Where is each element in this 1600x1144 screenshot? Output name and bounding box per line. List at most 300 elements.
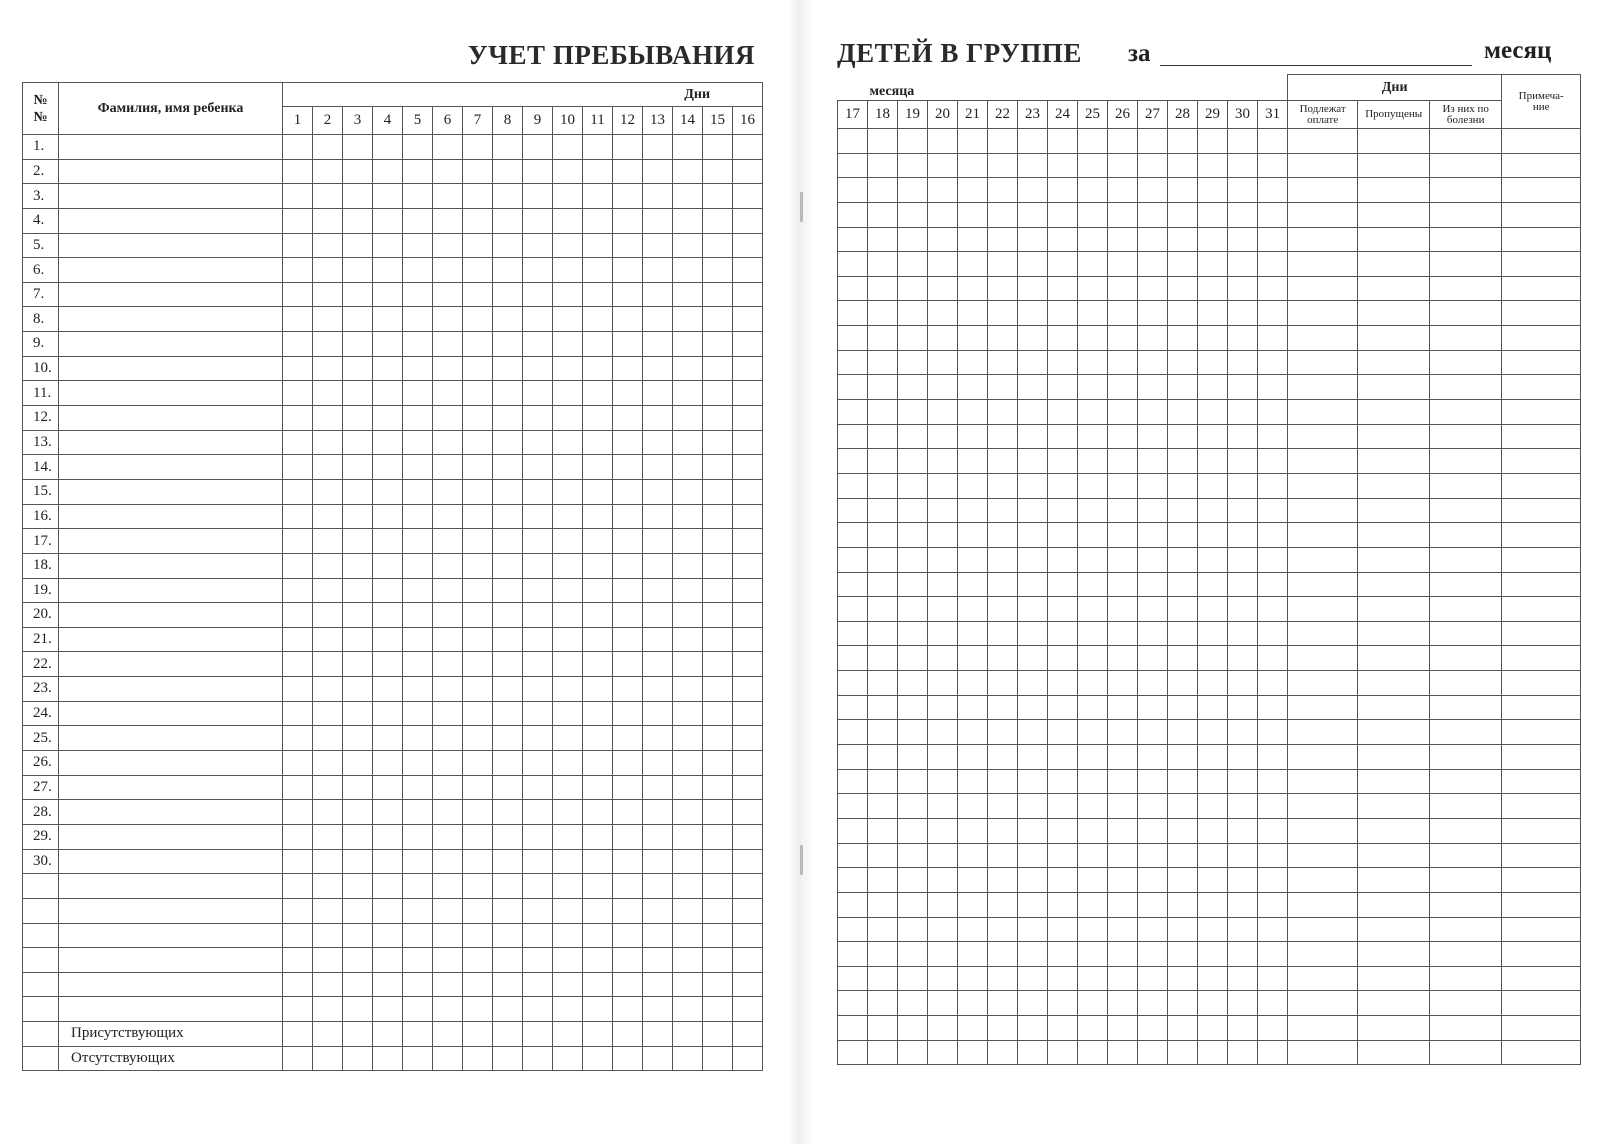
attendance-cell[interactable] <box>1138 547 1168 572</box>
attendance-cell[interactable] <box>613 948 643 973</box>
child-name-cell[interactable] <box>59 972 283 997</box>
attendance-cell[interactable] <box>958 326 988 351</box>
sick-cell[interactable] <box>1430 252 1502 277</box>
attendance-cell[interactable] <box>1078 547 1108 572</box>
attendance-cell[interactable] <box>1018 547 1048 572</box>
sick-cell[interactable] <box>1430 794 1502 819</box>
attendance-cell[interactable] <box>928 646 958 671</box>
attendance-cell[interactable] <box>868 572 898 597</box>
attendance-cell[interactable] <box>928 671 958 696</box>
attendance-cell[interactable] <box>928 252 958 277</box>
attendance-cell[interactable] <box>643 800 673 825</box>
attendance-cell[interactable] <box>583 504 613 529</box>
attendance-cell[interactable] <box>553 208 583 233</box>
attendance-cell[interactable] <box>1138 326 1168 351</box>
summary-cell[interactable] <box>643 1022 673 1047</box>
summary-cell[interactable] <box>673 1022 703 1047</box>
attendance-cell[interactable] <box>643 307 673 332</box>
attendance-cell[interactable] <box>493 775 523 800</box>
child-name-cell[interactable] <box>59 800 283 825</box>
attendance-cell[interactable] <box>433 972 463 997</box>
attendance-cell[interactable] <box>463 332 493 357</box>
attendance-cell[interactable] <box>838 424 868 449</box>
attendance-cell[interactable] <box>1108 153 1138 178</box>
attendance-cell[interactable] <box>553 356 583 381</box>
attendance-cell[interactable] <box>733 504 763 529</box>
attendance-cell[interactable] <box>1168 942 1198 967</box>
attendance-cell[interactable] <box>433 406 463 431</box>
sick-cell[interactable] <box>1430 498 1502 523</box>
attendance-cell[interactable] <box>733 381 763 406</box>
attendance-cell[interactable] <box>988 227 1018 252</box>
attendance-cell[interactable] <box>733 258 763 283</box>
attendance-cell[interactable] <box>838 178 868 203</box>
attendance-cell[interactable] <box>868 892 898 917</box>
sick-cell[interactable] <box>1430 178 1502 203</box>
attendance-cell[interactable] <box>703 135 733 160</box>
attendance-cell[interactable] <box>523 578 553 603</box>
child-name-cell[interactable] <box>59 258 283 283</box>
attendance-cell[interactable] <box>673 578 703 603</box>
child-name-cell[interactable] <box>59 356 283 381</box>
note-cell[interactable] <box>1502 202 1581 227</box>
attendance-cell[interactable] <box>733 775 763 800</box>
note-cell[interactable] <box>1502 227 1581 252</box>
attendance-cell[interactable] <box>928 547 958 572</box>
attendance-cell[interactable] <box>1078 843 1108 868</box>
note-cell[interactable] <box>1502 153 1581 178</box>
sick-cell[interactable] <box>1430 671 1502 696</box>
attendance-cell[interactable] <box>673 553 703 578</box>
attendance-cell[interactable] <box>838 227 868 252</box>
attendance-cell[interactable] <box>1138 498 1168 523</box>
attendance-cell[interactable] <box>1258 523 1288 548</box>
attendance-cell[interactable] <box>673 258 703 283</box>
attendance-cell[interactable] <box>343 948 373 973</box>
attendance-cell[interactable] <box>343 726 373 751</box>
attendance-cell[interactable] <box>613 972 643 997</box>
attendance-cell[interactable] <box>343 578 373 603</box>
missed-cell[interactable] <box>1358 227 1430 252</box>
attendance-cell[interactable] <box>313 282 343 307</box>
attendance-cell[interactable] <box>523 627 553 652</box>
to-pay-cell[interactable] <box>1288 227 1358 252</box>
attendance-cell[interactable] <box>553 307 583 332</box>
to-pay-cell[interactable] <box>1288 326 1358 351</box>
attendance-cell[interactable] <box>643 603 673 628</box>
attendance-cell[interactable] <box>1228 843 1258 868</box>
attendance-cell[interactable] <box>613 849 643 874</box>
attendance-cell[interactable] <box>463 800 493 825</box>
attendance-cell[interactable] <box>1138 597 1168 622</box>
child-name-cell[interactable] <box>59 553 283 578</box>
attendance-cell[interactable] <box>1108 375 1138 400</box>
attendance-cell[interactable] <box>373 972 403 997</box>
attendance-cell[interactable] <box>1168 153 1198 178</box>
attendance-cell[interactable] <box>523 258 553 283</box>
attendance-cell[interactable] <box>673 775 703 800</box>
attendance-cell[interactable] <box>1228 326 1258 351</box>
attendance-cell[interactable] <box>1138 966 1168 991</box>
attendance-cell[interactable] <box>988 745 1018 770</box>
attendance-cell[interactable] <box>1048 547 1078 572</box>
attendance-cell[interactable] <box>928 523 958 548</box>
sick-cell[interactable] <box>1430 473 1502 498</box>
attendance-cell[interactable] <box>733 849 763 874</box>
attendance-cell[interactable] <box>1198 745 1228 770</box>
attendance-cell[interactable] <box>1198 818 1228 843</box>
to-pay-cell[interactable] <box>1288 547 1358 572</box>
attendance-cell[interactable] <box>673 430 703 455</box>
attendance-cell[interactable] <box>1078 671 1108 696</box>
attendance-cell[interactable] <box>493 923 523 948</box>
attendance-cell[interactable] <box>613 775 643 800</box>
attendance-cell[interactable] <box>838 202 868 227</box>
note-cell[interactable] <box>1502 794 1581 819</box>
attendance-cell[interactable] <box>643 849 673 874</box>
attendance-cell[interactable] <box>433 208 463 233</box>
attendance-cell[interactable] <box>1228 991 1258 1016</box>
attendance-cell[interactable] <box>283 135 313 160</box>
attendance-cell[interactable] <box>463 282 493 307</box>
attendance-cell[interactable] <box>553 135 583 160</box>
attendance-cell[interactable] <box>1258 843 1288 868</box>
attendance-cell[interactable] <box>838 892 868 917</box>
attendance-cell[interactable] <box>313 726 343 751</box>
attendance-cell[interactable] <box>583 824 613 849</box>
attendance-cell[interactable] <box>1258 153 1288 178</box>
attendance-cell[interactable] <box>643 455 673 480</box>
attendance-cell[interactable] <box>313 997 343 1022</box>
summary-cell[interactable] <box>553 1046 583 1071</box>
missed-cell[interactable] <box>1358 1016 1430 1041</box>
missed-cell[interactable] <box>1358 745 1430 770</box>
attendance-cell[interactable] <box>868 498 898 523</box>
to-pay-cell[interactable] <box>1288 843 1358 868</box>
attendance-cell[interactable] <box>1198 202 1228 227</box>
attendance-cell[interactable] <box>928 1016 958 1041</box>
attendance-cell[interactable] <box>373 578 403 603</box>
attendance-cell[interactable] <box>1198 769 1228 794</box>
attendance-cell[interactable] <box>1258 227 1288 252</box>
attendance-cell[interactable] <box>1168 843 1198 868</box>
attendance-cell[interactable] <box>1078 252 1108 277</box>
to-pay-cell[interactable] <box>1288 301 1358 326</box>
attendance-cell[interactable] <box>928 227 958 252</box>
attendance-cell[interactable] <box>928 745 958 770</box>
note-cell[interactable] <box>1502 276 1581 301</box>
attendance-cell[interactable] <box>403 677 433 702</box>
attendance-cell[interactable] <box>583 208 613 233</box>
attendance-cell[interactable] <box>1108 523 1138 548</box>
attendance-cell[interactable] <box>373 307 403 332</box>
attendance-cell[interactable] <box>1258 745 1288 770</box>
attendance-cell[interactable] <box>1168 769 1198 794</box>
attendance-cell[interactable] <box>553 529 583 554</box>
attendance-cell[interactable] <box>583 553 613 578</box>
attendance-cell[interactable] <box>958 202 988 227</box>
attendance-cell[interactable] <box>673 479 703 504</box>
attendance-cell[interactable] <box>643 997 673 1022</box>
attendance-cell[interactable] <box>928 769 958 794</box>
attendance-cell[interactable] <box>1018 646 1048 671</box>
attendance-cell[interactable] <box>643 504 673 529</box>
missed-cell[interactable] <box>1358 572 1430 597</box>
attendance-cell[interactable] <box>643 529 673 554</box>
attendance-cell[interactable] <box>928 942 958 967</box>
attendance-cell[interactable] <box>1078 621 1108 646</box>
to-pay-cell[interactable] <box>1288 153 1358 178</box>
summary-cell[interactable] <box>733 1046 763 1071</box>
attendance-cell[interactable] <box>703 307 733 332</box>
attendance-cell[interactable] <box>673 381 703 406</box>
attendance-cell[interactable] <box>733 874 763 899</box>
attendance-cell[interactable] <box>898 1016 928 1041</box>
missed-cell[interactable] <box>1358 794 1430 819</box>
attendance-cell[interactable] <box>928 129 958 154</box>
attendance-cell[interactable] <box>1228 202 1258 227</box>
attendance-cell[interactable] <box>673 997 703 1022</box>
attendance-cell[interactable] <box>1078 646 1108 671</box>
sick-cell[interactable] <box>1430 227 1502 252</box>
attendance-cell[interactable] <box>1258 276 1288 301</box>
child-name-cell[interactable] <box>59 307 283 332</box>
attendance-cell[interactable] <box>493 529 523 554</box>
attendance-cell[interactable] <box>1168 178 1198 203</box>
attendance-cell[interactable] <box>523 479 553 504</box>
attendance-cell[interactable] <box>1078 1016 1108 1041</box>
attendance-cell[interactable] <box>898 991 928 1016</box>
attendance-cell[interactable] <box>523 874 553 899</box>
attendance-cell[interactable] <box>703 751 733 776</box>
attendance-cell[interactable] <box>1108 498 1138 523</box>
attendance-cell[interactable] <box>613 258 643 283</box>
missed-cell[interactable] <box>1358 843 1430 868</box>
attendance-cell[interactable] <box>523 159 553 184</box>
child-name-cell[interactable] <box>59 233 283 258</box>
missed-cell[interactable] <box>1358 473 1430 498</box>
child-name-cell[interactable] <box>59 824 283 849</box>
attendance-cell[interactable] <box>403 455 433 480</box>
note-cell[interactable] <box>1502 375 1581 400</box>
attendance-cell[interactable] <box>283 479 313 504</box>
attendance-cell[interactable] <box>673 874 703 899</box>
attendance-cell[interactable] <box>373 948 403 973</box>
attendance-cell[interactable] <box>1138 276 1168 301</box>
attendance-cell[interactable] <box>1048 1040 1078 1065</box>
attendance-cell[interactable] <box>1228 966 1258 991</box>
to-pay-cell[interactable] <box>1288 129 1358 154</box>
attendance-cell[interactable] <box>583 135 613 160</box>
attendance-cell[interactable] <box>1138 153 1168 178</box>
attendance-cell[interactable] <box>1168 621 1198 646</box>
attendance-cell[interactable] <box>493 356 523 381</box>
attendance-cell[interactable] <box>958 671 988 696</box>
attendance-cell[interactable] <box>1018 178 1048 203</box>
attendance-cell[interactable] <box>673 504 703 529</box>
child-name-cell[interactable] <box>59 381 283 406</box>
attendance-cell[interactable] <box>868 400 898 425</box>
missed-cell[interactable] <box>1358 621 1430 646</box>
attendance-cell[interactable] <box>1258 572 1288 597</box>
child-name-cell[interactable] <box>59 578 283 603</box>
attendance-cell[interactable] <box>1168 597 1198 622</box>
to-pay-cell[interactable] <box>1288 252 1358 277</box>
attendance-cell[interactable] <box>988 671 1018 696</box>
attendance-cell[interactable] <box>1258 646 1288 671</box>
attendance-cell[interactable] <box>1018 375 1048 400</box>
attendance-cell[interactable] <box>958 695 988 720</box>
attendance-cell[interactable] <box>1138 424 1168 449</box>
attendance-cell[interactable] <box>988 498 1018 523</box>
child-name-cell[interactable] <box>59 504 283 529</box>
attendance-cell[interactable] <box>643 923 673 948</box>
attendance-cell[interactable] <box>1168 276 1198 301</box>
attendance-cell[interactable] <box>373 800 403 825</box>
attendance-cell[interactable] <box>373 997 403 1022</box>
attendance-cell[interactable] <box>373 898 403 923</box>
attendance-cell[interactable] <box>1258 1040 1288 1065</box>
attendance-cell[interactable] <box>1048 473 1078 498</box>
attendance-cell[interactable] <box>1168 326 1198 351</box>
attendance-cell[interactable] <box>493 874 523 899</box>
attendance-cell[interactable] <box>838 794 868 819</box>
attendance-cell[interactable] <box>433 997 463 1022</box>
attendance-cell[interactable] <box>1228 671 1258 696</box>
attendance-cell[interactable] <box>283 553 313 578</box>
attendance-cell[interactable] <box>868 252 898 277</box>
attendance-cell[interactable] <box>613 282 643 307</box>
sick-cell[interactable] <box>1430 868 1502 893</box>
attendance-cell[interactable] <box>1078 966 1108 991</box>
attendance-cell[interactable] <box>1018 942 1048 967</box>
attendance-cell[interactable] <box>868 375 898 400</box>
attendance-cell[interactable] <box>343 479 373 504</box>
attendance-cell[interactable] <box>343 332 373 357</box>
attendance-cell[interactable] <box>703 282 733 307</box>
attendance-cell[interactable] <box>928 301 958 326</box>
to-pay-cell[interactable] <box>1288 424 1358 449</box>
to-pay-cell[interactable] <box>1288 523 1358 548</box>
attendance-cell[interactable] <box>313 578 343 603</box>
attendance-cell[interactable] <box>958 375 988 400</box>
child-name-cell[interactable] <box>59 332 283 357</box>
attendance-cell[interactable] <box>1018 991 1048 1016</box>
attendance-cell[interactable] <box>1078 473 1108 498</box>
attendance-cell[interactable] <box>868 695 898 720</box>
attendance-cell[interactable] <box>988 621 1018 646</box>
attendance-cell[interactable] <box>1228 424 1258 449</box>
child-name-cell[interactable] <box>59 849 283 874</box>
child-name-cell[interactable] <box>59 874 283 899</box>
summary-cell[interactable] <box>283 1046 313 1071</box>
attendance-cell[interactable] <box>523 233 553 258</box>
attendance-cell[interactable] <box>898 966 928 991</box>
attendance-cell[interactable] <box>313 208 343 233</box>
attendance-cell[interactable] <box>1228 868 1258 893</box>
attendance-cell[interactable] <box>838 1040 868 1065</box>
attendance-cell[interactable] <box>553 504 583 529</box>
attendance-cell[interactable] <box>868 547 898 572</box>
attendance-cell[interactable] <box>1258 991 1288 1016</box>
attendance-cell[interactable] <box>373 208 403 233</box>
attendance-cell[interactable] <box>1078 326 1108 351</box>
attendance-cell[interactable] <box>1078 720 1108 745</box>
missed-cell[interactable] <box>1358 769 1430 794</box>
attendance-cell[interactable] <box>1228 129 1258 154</box>
attendance-cell[interactable] <box>553 159 583 184</box>
attendance-cell[interactable] <box>313 800 343 825</box>
attendance-cell[interactable] <box>928 498 958 523</box>
attendance-cell[interactable] <box>583 406 613 431</box>
attendance-cell[interactable] <box>958 400 988 425</box>
attendance-cell[interactable] <box>493 603 523 628</box>
child-name-cell[interactable] <box>59 479 283 504</box>
attendance-cell[interactable] <box>613 923 643 948</box>
attendance-cell[interactable] <box>493 307 523 332</box>
attendance-cell[interactable] <box>1258 498 1288 523</box>
attendance-cell[interactable] <box>403 652 433 677</box>
attendance-cell[interactable] <box>523 332 553 357</box>
attendance-cell[interactable] <box>1048 745 1078 770</box>
attendance-cell[interactable] <box>1048 942 1078 967</box>
attendance-cell[interactable] <box>958 818 988 843</box>
missed-cell[interactable] <box>1358 252 1430 277</box>
attendance-cell[interactable] <box>673 701 703 726</box>
attendance-cell[interactable] <box>1048 868 1078 893</box>
attendance-cell[interactable] <box>643 824 673 849</box>
summary-cell[interactable] <box>703 1022 733 1047</box>
attendance-cell[interactable] <box>1018 966 1048 991</box>
month-blank-line[interactable] <box>1160 65 1472 66</box>
note-cell[interactable] <box>1502 400 1581 425</box>
attendance-cell[interactable] <box>463 381 493 406</box>
attendance-cell[interactable] <box>523 800 553 825</box>
missed-cell[interactable] <box>1358 523 1430 548</box>
child-name-cell[interactable] <box>59 726 283 751</box>
missed-cell[interactable] <box>1358 671 1430 696</box>
attendance-cell[interactable] <box>1198 547 1228 572</box>
attendance-cell[interactable] <box>613 381 643 406</box>
attendance-cell[interactable] <box>523 356 553 381</box>
attendance-cell[interactable] <box>583 332 613 357</box>
note-cell[interactable] <box>1502 326 1581 351</box>
missed-cell[interactable] <box>1358 498 1430 523</box>
attendance-cell[interactable] <box>838 523 868 548</box>
attendance-cell[interactable] <box>1078 202 1108 227</box>
summary-cell[interactable] <box>433 1046 463 1071</box>
attendance-cell[interactable] <box>1078 153 1108 178</box>
note-cell[interactable] <box>1502 695 1581 720</box>
attendance-cell[interactable] <box>958 745 988 770</box>
summary-cell[interactable] <box>613 1022 643 1047</box>
attendance-cell[interactable] <box>493 184 523 209</box>
attendance-cell[interactable] <box>343 824 373 849</box>
attendance-cell[interactable] <box>898 572 928 597</box>
attendance-cell[interactable] <box>403 603 433 628</box>
to-pay-cell[interactable] <box>1288 400 1358 425</box>
attendance-cell[interactable] <box>433 233 463 258</box>
attendance-cell[interactable] <box>1078 129 1108 154</box>
attendance-cell[interactable] <box>403 824 433 849</box>
attendance-cell[interactable] <box>1198 523 1228 548</box>
attendance-cell[interactable] <box>673 529 703 554</box>
attendance-cell[interactable] <box>1018 227 1048 252</box>
attendance-cell[interactable] <box>463 135 493 160</box>
attendance-cell[interactable] <box>958 227 988 252</box>
attendance-cell[interactable] <box>313 184 343 209</box>
sick-cell[interactable] <box>1430 424 1502 449</box>
